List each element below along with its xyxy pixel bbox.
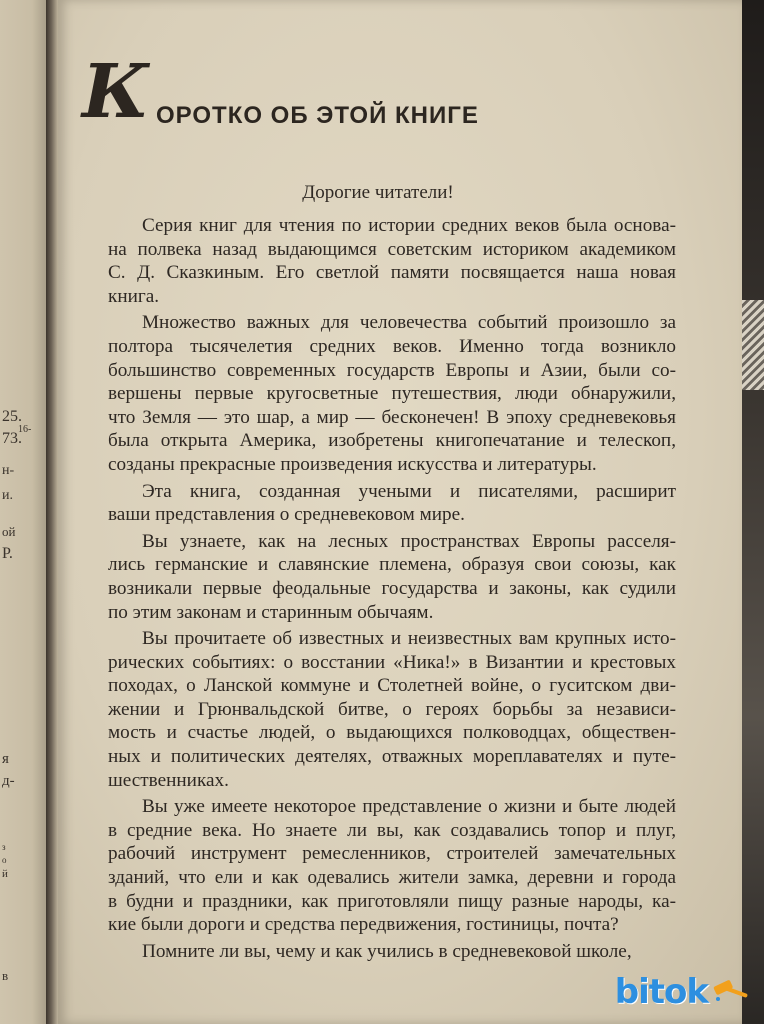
text-line: мость и счастье людей, о выдающихся полководцах, обществен- [108, 722, 676, 744]
greeting-line: Дорогие читатели! [302, 182, 454, 203]
paragraph [108, 627, 676, 792]
left-page-fragment: 16- [18, 424, 32, 435]
text-line: Вы уже имеете некоторое представление о жизни и быте людей [142, 796, 676, 818]
text-line: на полвека назад выдающимся советским историком академиком [108, 238, 676, 260]
text-line: ных и политических деятелях, отважных мореплавателях и путе- [108, 746, 676, 768]
left-page-fragment: Р. [2, 545, 13, 562]
left-page-fragment: 25. [2, 408, 22, 425]
background-cover-pattern [742, 300, 764, 390]
text-line: жении и Грюнвальдской битве, о героях борьбы за независи- [108, 698, 676, 720]
text-line: Множество важных для человечества событий произошло за [142, 312, 676, 334]
left-page-fragment: ой [2, 524, 16, 539]
text-line: ваши представления о средневековом мире. [108, 504, 465, 526]
left-page-fragment: н- [2, 463, 15, 478]
left-page-fragment: и. [2, 488, 13, 503]
left-page-fragment: д- [2, 773, 15, 789]
text-line: книга. [108, 285, 160, 307]
book-page [58, 0, 742, 1024]
text-line: рических событиях: о восстании «Ника!» в Византии и крестовых [108, 651, 676, 673]
text-line: шественниках. [108, 769, 229, 791]
left-page-fragment: в [2, 968, 9, 983]
text-line: кие были дороги и средства передвижения, гостиницы, почта? [108, 914, 619, 936]
text-line: Вы узнаете, как на лесных пространствах Европы расселя- [142, 530, 676, 552]
left-page-fragment: о [2, 855, 7, 865]
text-line: зданий, что ели и как одевались жители замка, деревни и города [108, 867, 676, 889]
text-line: что Земля — это шар, а мир — бесконечен! В эпоху средневековья [108, 406, 676, 428]
drop-cap-letter: К [82, 49, 148, 135]
text-line: в будни и праздники, как приготовляли пищу разные народы, ка- [108, 890, 676, 912]
text-line: по этим законам и старинным обычаям. [108, 601, 434, 623]
left-page-fragment: й [2, 868, 8, 880]
text-line: рабочий инструмент ремесленников, строителей замечательных [108, 843, 676, 865]
text-line: Вы прочитаете об известных и неизвестных вам крупных исто- [142, 628, 676, 650]
text-line: С. Д. Сказкиным. Его светлой памяти посвящается наша новая [108, 262, 676, 284]
paragraph [108, 940, 676, 964]
text-line: полтора тысячелетия средних веков. Именно тогда возникло [108, 335, 676, 357]
text-line: лись германские и славянские племена, образуя свои союзы, как [108, 554, 676, 576]
text-line: Серия книг для чтения по истории средних веков была основа- [142, 215, 676, 236]
left-page-fragment: я [2, 751, 9, 767]
background-books [742, 0, 764, 1024]
hammer-icon [710, 977, 750, 1007]
text-line: возникали первые феодальные государства и законы, как судили [108, 577, 676, 599]
paragraph [108, 530, 676, 624]
watermark-logo-text: bitok [614, 972, 708, 1012]
text-line: большинство современных государств Европы и Азии, были со- [108, 359, 676, 381]
paragraph [108, 214, 676, 308]
text-line: Помните ли вы, чему и как учились в средневековой школе, [142, 940, 632, 962]
site-watermark [615, 972, 750, 1012]
left-page-fragment: 73. [2, 430, 22, 447]
text-line: созданы прекрасные произведения искусства и литературы. [108, 453, 597, 475]
paragraph [108, 311, 676, 476]
body-text [108, 214, 676, 966]
text-line: вершены первые кругосветные путешествия, люди обнаружили, [108, 383, 676, 405]
left-page-fragment: з [2, 842, 6, 852]
text-line: походах, о Ланской коммуне и Столетней войне, о гуситском дви- [108, 675, 676, 697]
paragraph [108, 480, 676, 527]
chapter-title: ОРОТКО ОБ ЭТОЙ КНИГЕ [156, 102, 479, 129]
paragraph [108, 795, 676, 937]
book-spine [46, 0, 58, 1024]
chapter-heading [82, 49, 702, 135]
text-line: была открыта Америка, изобретены книгопечатание и телескоп, [108, 430, 676, 452]
previous-page-edge [0, 0, 48, 1024]
text-line: в средние века. Но знаете ли вы, как создавались топор и плуг, [108, 819, 676, 841]
text-line: Эта книга, созданная учеными и писателями, расширит [142, 480, 676, 502]
